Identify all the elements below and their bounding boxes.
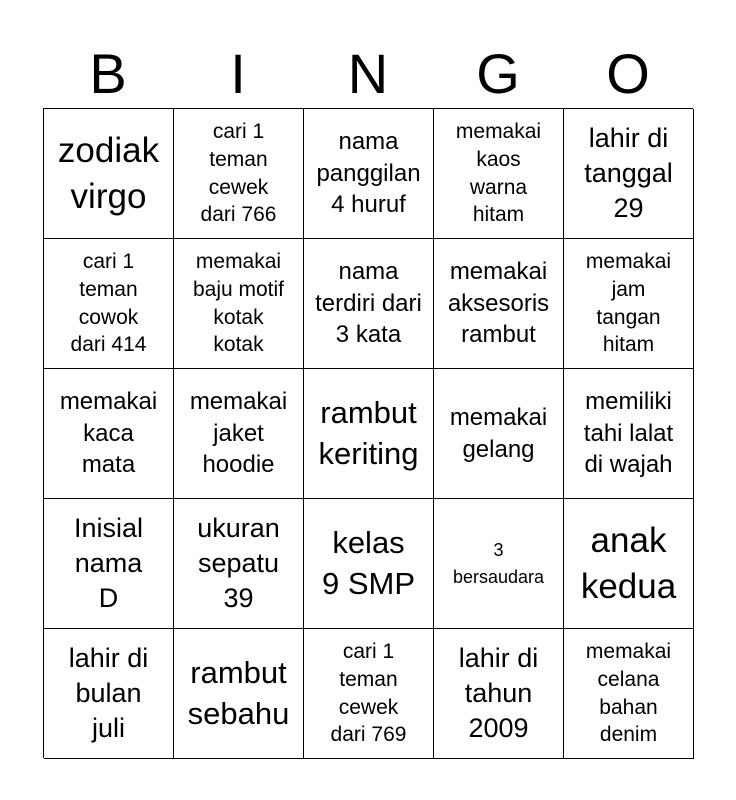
bingo-board — [43, 108, 693, 758]
bingo-cell[interactable] — [44, 629, 174, 759]
cell-text: memakai jaket hoodie — [189, 387, 288, 479]
cell-text: zodiak virgo — [57, 131, 160, 216]
cell-text: anak kedua — [580, 521, 677, 606]
cell-text: lahir di tahun 2009 — [458, 642, 539, 744]
bingo-cell[interactable] — [44, 239, 174, 369]
bingo-cell[interactable] — [44, 109, 174, 239]
header-letter-b: B — [89, 42, 127, 105]
cell-text: memakai kaca mata — [59, 387, 158, 479]
bingo-cell[interactable] — [434, 239, 564, 369]
bingo-cell[interactable] — [174, 239, 304, 369]
bingo-cell[interactable] — [564, 629, 694, 759]
cell-text: memakai celana bahan denim — [585, 640, 672, 747]
cell-text: kelas 9 SMP — [321, 525, 416, 601]
bingo-cell[interactable] — [564, 239, 694, 369]
bingo-cell[interactable] — [304, 239, 434, 369]
bingo-cell[interactable] — [304, 109, 434, 239]
bingo-cell[interactable] — [434, 369, 564, 499]
header-letter-g: G — [476, 42, 520, 105]
bingo-cell[interactable] — [564, 499, 694, 629]
cell-text: lahir di tanggal 29 — [584, 122, 673, 224]
header-letter-i: I — [230, 42, 246, 105]
cell-text: Inisial nama D — [73, 512, 144, 614]
cell-text: rambut keriting — [318, 395, 419, 471]
cell-text: nama panggilan 4 huruf — [316, 127, 421, 219]
bingo-cell[interactable] — [564, 369, 694, 499]
bingo-cell[interactable] — [44, 499, 174, 629]
header-letter-o: O — [606, 42, 650, 105]
header-letter-n: N — [347, 42, 389, 105]
cell-text: memiliki tahi lalat di wajah — [583, 387, 674, 479]
cell-text: 3 bersaudara — [452, 540, 545, 587]
bingo-cell[interactable] — [174, 629, 304, 759]
bingo-cell[interactable] — [174, 109, 304, 239]
bingo-cell[interactable] — [564, 109, 694, 239]
cell-text: memakai kaos warna hitam — [455, 120, 542, 227]
bingo-header — [43, 40, 693, 108]
cell-text: cari 1 teman cewek dari 769 — [330, 640, 407, 747]
bingo-cell[interactable] — [174, 499, 304, 629]
bingo-cell[interactable] — [434, 499, 564, 629]
bingo-cell[interactable] — [434, 109, 564, 239]
cell-text: cari 1 teman cewek dari 766 — [200, 120, 277, 227]
bingo-cell[interactable] — [434, 629, 564, 759]
bingo-cell[interactable] — [174, 369, 304, 499]
bingo-cell[interactable] — [304, 629, 434, 759]
cell-text: cari 1 teman cowok dari 414 — [70, 250, 147, 357]
cell-text: nama terdiri dari 3 kata — [315, 257, 422, 349]
cell-text: ukuran sepatu 39 — [197, 512, 280, 614]
cell-text: lahir di bulan juli — [68, 642, 149, 744]
cell-text: memakai baju motif kotak kotak — [192, 250, 285, 357]
cell-text: memakai gelang — [449, 403, 548, 463]
bingo-cell[interactable] — [304, 499, 434, 629]
cell-text: memakai aksesoris rambut — [447, 257, 550, 349]
cell-text: memakai jam tangan hitam — [585, 250, 672, 357]
cell-text: rambut sebahu — [187, 655, 290, 731]
bingo-cell[interactable] — [304, 369, 434, 499]
bingo-cell[interactable] — [44, 369, 174, 499]
